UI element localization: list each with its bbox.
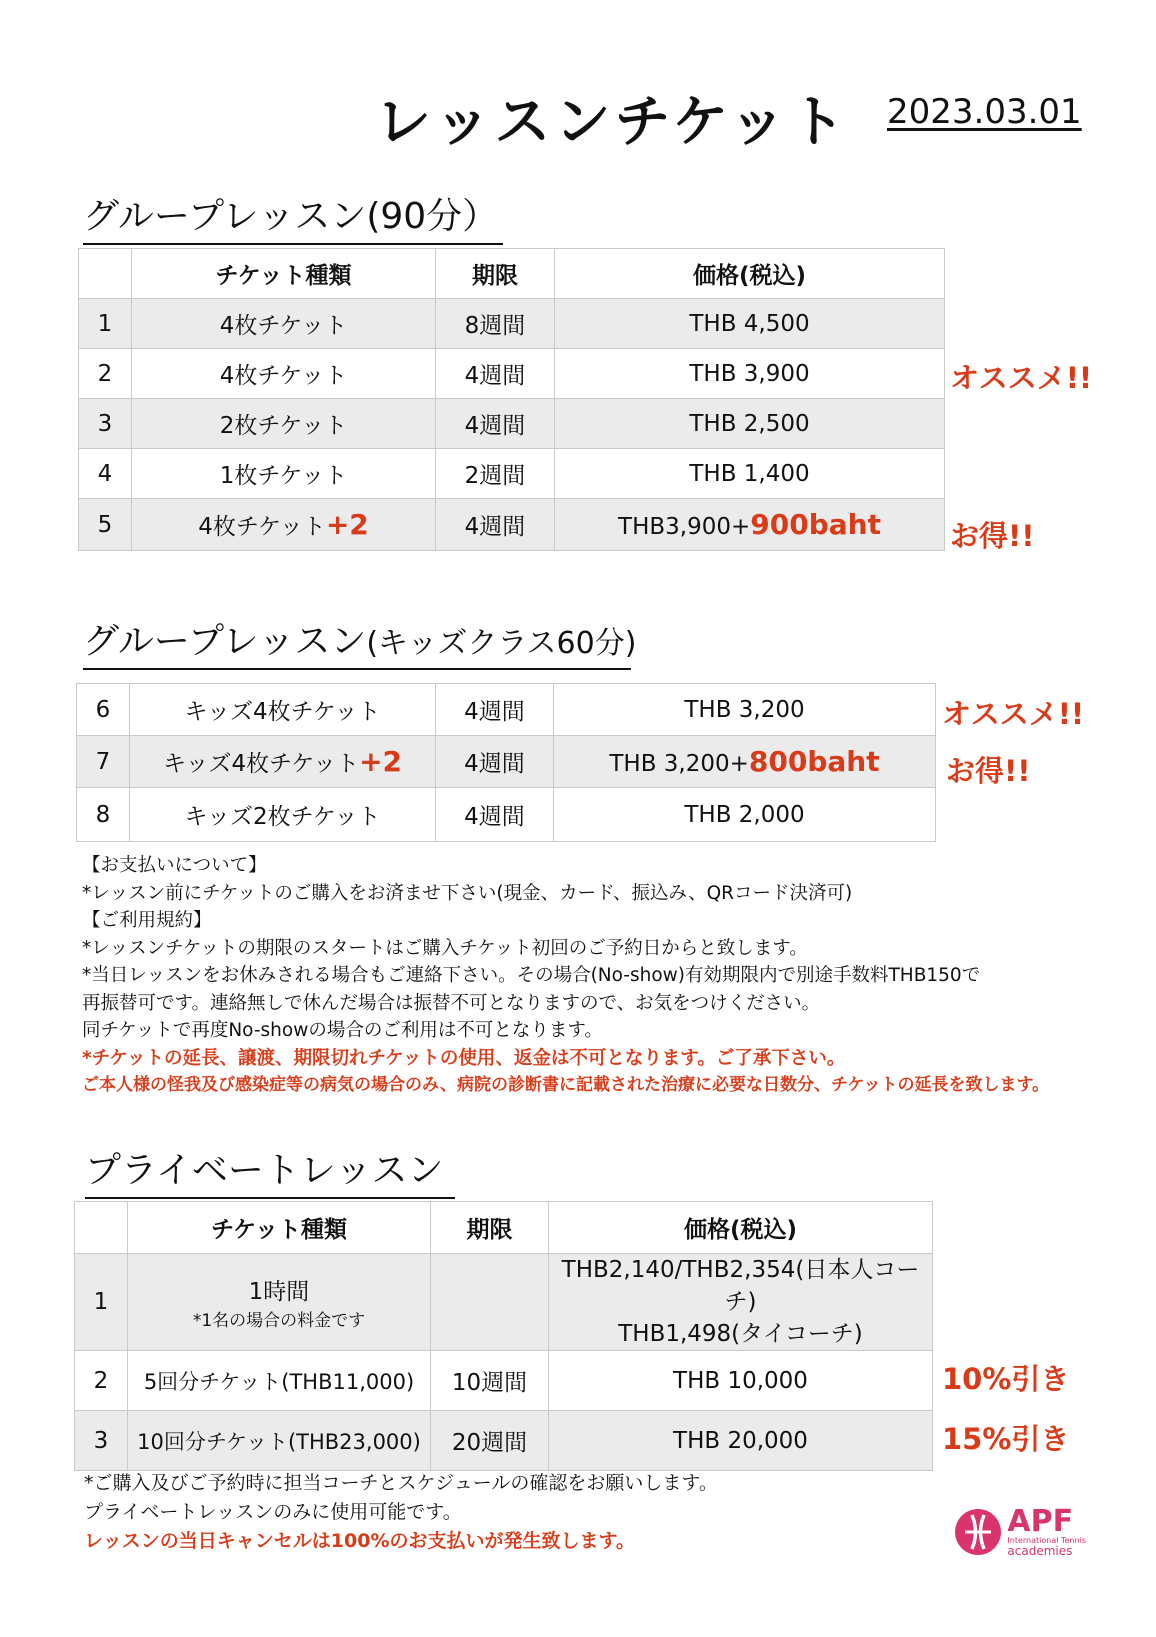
group-section-title (83, 188, 503, 245)
table-row (75, 1351, 933, 1411)
row-price: THB1,498(タイコーチ) (618, 1321, 863, 1347)
kids-section-title (83, 613, 637, 670)
kids-title-main: グループレッスン (83, 621, 367, 662)
row-no: 2 (79, 349, 132, 399)
kids-title-suffix: (キッズクラス60分) (366, 626, 637, 661)
group-ticket-table (78, 248, 945, 551)
terms-notes (82, 852, 1049, 1100)
price-bonus: 900baht (750, 508, 881, 541)
row-no: 3 (75, 1411, 128, 1471)
kids-recommend-label: オススメ!! (942, 697, 1085, 731)
issue-date: 2023.03.01 (887, 92, 1082, 132)
discount-15-label: 15%引き (942, 1422, 1070, 1456)
row-no: 2 (75, 1351, 128, 1411)
table-header-row (75, 1202, 933, 1254)
group-title-main: グループレッスン (83, 196, 367, 237)
row-ticket: キッズ2枚チケット (130, 788, 436, 842)
row-ticket: 4枚チケット (132, 299, 436, 349)
row-price-cell (549, 1254, 933, 1351)
row-period: 4週間 (436, 684, 554, 736)
terms-warning: *チケットの延長、譲渡、期限切れチケットの使用、返金は不可となります。ご了承下さい。 (82, 1047, 846, 1069)
payment-heading: 【お支払いについて】 (82, 855, 267, 876)
row-period (431, 1254, 549, 1351)
table-row (79, 299, 945, 349)
header-price: 価格(税込) (555, 249, 945, 299)
row-price: THB 4,500 (555, 299, 945, 349)
row-ticket: 1時間 (248, 1279, 310, 1305)
header-price: 価格(税込) (549, 1202, 933, 1254)
row-ticket-note: *1名の場合の料金です (192, 1311, 366, 1331)
row-period: 4週間 (436, 499, 555, 551)
kids-deal-label: お得!! (946, 754, 1031, 788)
footer-line: *ご購入及びご予約時に担当コーチとスケジュールの確認をお願いします。 (84, 1472, 718, 1494)
row-price: THB 3,200 (554, 684, 936, 736)
footer-line: プライベートレッスンのみに使用可能です。 (84, 1501, 462, 1523)
row-period: 4週間 (436, 349, 555, 399)
row-ticket: キッズ4枚チケット (162, 751, 360, 777)
row-period: 10週間 (431, 1351, 549, 1411)
row-ticket-cell (132, 499, 436, 551)
kids-ticket-table (76, 683, 936, 842)
table-row (77, 788, 936, 842)
row-period: 2週間 (436, 449, 555, 499)
logo-line1: International Tennis (1007, 1536, 1086, 1545)
discount-10-label: 10%引き (942, 1362, 1070, 1396)
logo-name: APF (1007, 1504, 1074, 1539)
row-no: 1 (75, 1254, 128, 1351)
row-price: THB 20,000 (549, 1411, 933, 1471)
header-period: 期限 (431, 1202, 549, 1254)
row-ticket-cell (128, 1254, 431, 1351)
row-period: 8週間 (436, 299, 555, 349)
table-row (75, 1411, 933, 1471)
deal-label: お得!! (950, 519, 1035, 553)
row-period: 4週間 (436, 788, 554, 842)
footer-warning: レッスンの当日キャンセルは100%のお支払いが発生致します。 (84, 1530, 635, 1552)
row-price: THB 2,000 (554, 788, 936, 842)
row-no: 3 (79, 399, 132, 449)
row-ticket: 4枚チケット (132, 349, 436, 399)
row-period: 4週間 (436, 399, 555, 449)
row-ticket: 10回分チケット(THB23,000) (128, 1411, 431, 1471)
row-no: 1 (79, 299, 132, 349)
terms-heading: 【ご利用規約】 (82, 910, 212, 931)
row-price: THB 3,200+ (609, 751, 749, 777)
row-no: 6 (77, 684, 130, 736)
table-header-row (79, 249, 945, 299)
header-ticket: チケット種類 (128, 1202, 431, 1254)
header-ticket: チケット種類 (132, 249, 436, 299)
ticket-bonus: +2 (359, 745, 403, 778)
logo-line2: academies (1007, 1544, 1073, 1558)
terms-line: 再振替可です。連絡無しで休んだ場合は振替不可となりますので、お気をつけください。 (82, 992, 821, 1014)
table-row (77, 684, 936, 736)
ticket-bonus: +2 (325, 508, 369, 541)
row-price: THB 2,500 (555, 399, 945, 449)
terms-warning: ご本人様の怪我及び感染症等の病気の場合のみ、病院の診断書に記載された治療に必要な日数分、チケットの延長を致します。 (82, 1075, 1050, 1095)
row-no: 8 (77, 788, 130, 842)
price-bonus: 800baht (748, 745, 880, 778)
terms-line: 同チケットで再度No-showの場合のご利用は不可となります。 (82, 1020, 603, 1041)
row-no: 7 (77, 736, 130, 788)
row-no: 5 (79, 499, 132, 551)
payment-text: *レッスン前にチケットのご購入をお済ませ下さい(現金、カード、振込み、QRコード決済可) (82, 882, 853, 904)
header-no (75, 1202, 128, 1254)
row-ticket-cell (130, 736, 436, 788)
row-ticket: 2枚チケット (132, 399, 436, 449)
table-row (75, 1254, 933, 1351)
footer-notes (84, 1469, 718, 1556)
private-section-title: プライベートレッスン (85, 1142, 455, 1199)
table-row (77, 736, 936, 788)
table-row (79, 449, 945, 499)
row-price: THB 10,000 (549, 1351, 933, 1411)
apf-logo (953, 1504, 1086, 1558)
table-row (79, 349, 945, 399)
apf-logo-icon (953, 1507, 1003, 1557)
row-price: THB 3,900 (555, 349, 945, 399)
row-price-cell (555, 499, 945, 551)
private-ticket-table (74, 1201, 933, 1471)
row-price: THB3,900+ (618, 514, 751, 540)
row-ticket: 5回分チケット(THB11,000) (128, 1351, 431, 1411)
row-price: THB 1,400 (555, 449, 945, 499)
table-row (79, 499, 945, 551)
row-ticket: 4枚チケット (198, 514, 326, 540)
row-ticket: キッズ4枚チケット (130, 684, 436, 736)
page-title: レッスンチケット (375, 90, 850, 155)
row-price: THB2,140/THB2,354(日本人コーチ) (561, 1257, 920, 1315)
group-title-suffix: (90分） (366, 196, 499, 237)
row-period: 20週間 (431, 1411, 549, 1471)
row-period: 4週間 (436, 736, 554, 788)
terms-line: *当日レッスンをお休みされる場合もご連絡下さい。その場合(No-show)有効期限内で別途手数料THB150で (82, 965, 981, 986)
row-ticket: 1枚チケット (132, 449, 436, 499)
row-no: 4 (79, 449, 132, 499)
recommend-label: オススメ!! (950, 361, 1093, 395)
header-no (79, 249, 132, 299)
terms-line: *レッスンチケットの期限のスタートはご購入チケット初回のご予約日からと致します。 (82, 937, 808, 959)
table-row (79, 399, 945, 449)
apf-logo-text (1007, 1504, 1086, 1558)
row-price-cell (554, 736, 936, 788)
header-period: 期限 (436, 249, 555, 299)
